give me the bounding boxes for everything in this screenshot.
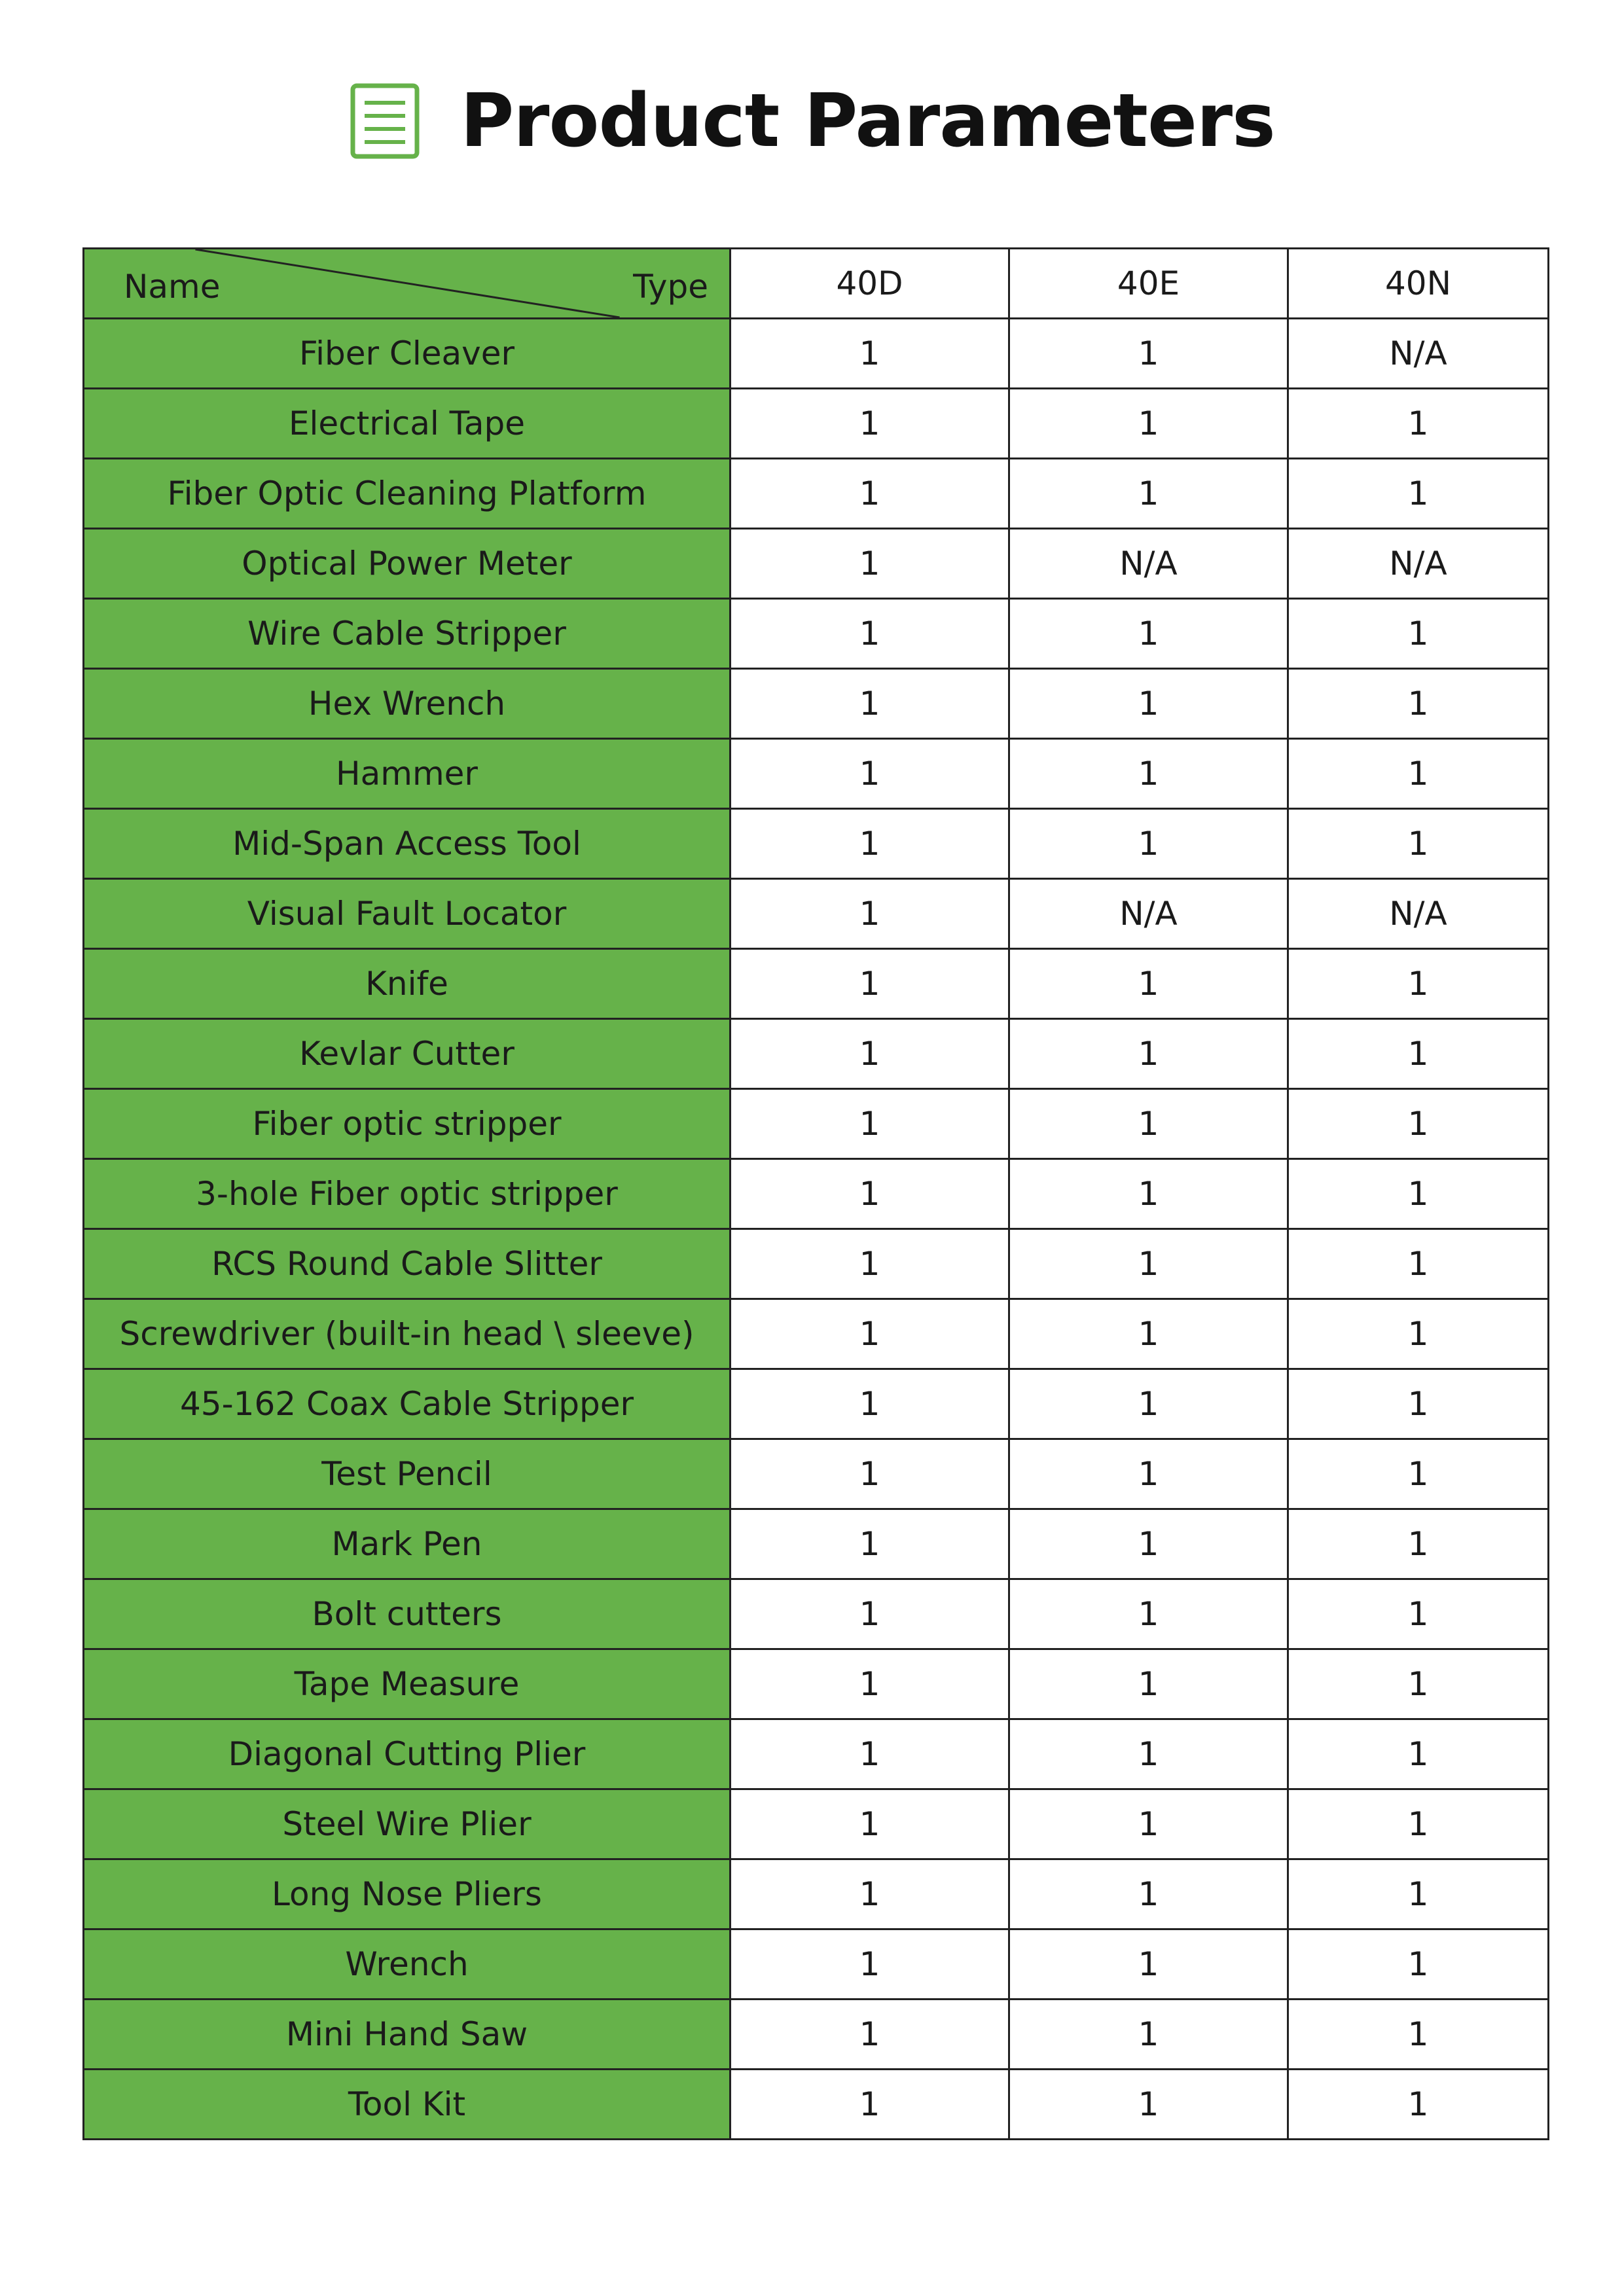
row-value-cell: 1 bbox=[731, 1299, 1009, 1369]
row-value-cell: 1 bbox=[1288, 1159, 1549, 1229]
row-value-cell: 1 bbox=[1009, 809, 1288, 879]
header-row bbox=[84, 249, 1549, 319]
row-value-cell: 1 bbox=[731, 879, 1009, 949]
table-row bbox=[84, 1579, 1549, 1649]
row-value-cell: 1 bbox=[1288, 2000, 1549, 2070]
row-value-cell: 1 bbox=[1288, 1929, 1549, 2000]
row-value-cell: 1 bbox=[1009, 2000, 1288, 2070]
table-row bbox=[84, 1649, 1549, 1719]
row-value-cell: 1 bbox=[731, 2000, 1009, 2070]
table-row bbox=[84, 1719, 1549, 1789]
row-value-cell: 1 bbox=[1009, 1089, 1288, 1159]
table-row bbox=[84, 599, 1549, 669]
row-name-cell: Optical Power Meter bbox=[84, 529, 731, 599]
row-value-cell: 1 bbox=[1288, 1369, 1549, 1439]
row-name-cell: Fiber optic stripper bbox=[84, 1089, 731, 1159]
row-name-cell: Hammer bbox=[84, 739, 731, 809]
column-header-40e: 40E bbox=[1009, 249, 1288, 319]
row-name-cell: Knife bbox=[84, 949, 731, 1019]
row-value-cell: 1 bbox=[1288, 809, 1549, 879]
row-name-cell: Screwdriver (built-in head \ sleeve) bbox=[84, 1299, 731, 1369]
table-row bbox=[84, 1159, 1549, 1229]
row-value-cell: 1 bbox=[731, 1789, 1009, 1859]
row-value-cell: 1 bbox=[731, 1579, 1009, 1649]
row-value-cell: 1 bbox=[1288, 949, 1549, 1019]
row-value-cell: 1 bbox=[1288, 599, 1549, 669]
row-value-cell: 1 bbox=[731, 739, 1009, 809]
row-value-cell: 1 bbox=[1009, 1719, 1288, 1789]
row-value-cell: 1 bbox=[1288, 739, 1549, 809]
row-value-cell: 1 bbox=[1288, 1789, 1549, 1859]
table-row bbox=[84, 2000, 1549, 2070]
row-name-cell: 3-hole Fiber optic stripper bbox=[84, 1159, 731, 1229]
row-value-cell: 1 bbox=[1009, 1789, 1288, 1859]
table-row bbox=[84, 1509, 1549, 1579]
corner-name-label: Name bbox=[124, 268, 221, 306]
row-value-cell: 1 bbox=[731, 809, 1009, 879]
row-value-cell: 1 bbox=[731, 669, 1009, 739]
row-value-cell: 1 bbox=[1288, 389, 1549, 459]
table-row bbox=[84, 1859, 1549, 1929]
row-value-cell: 1 bbox=[1288, 2070, 1549, 2140]
column-header-40n: 40N bbox=[1288, 249, 1549, 319]
row-value-cell: N/A bbox=[1009, 529, 1288, 599]
row-value-cell: 1 bbox=[1288, 1719, 1549, 1789]
table-row bbox=[84, 1789, 1549, 1859]
row-name-cell: Fiber Optic Cleaning Platform bbox=[84, 459, 731, 529]
row-value-cell: 1 bbox=[1009, 1859, 1288, 1929]
table-row bbox=[84, 459, 1549, 529]
row-value-cell: 1 bbox=[731, 1369, 1009, 1439]
table-row bbox=[84, 1439, 1549, 1509]
row-name-cell: Steel Wire Plier bbox=[84, 1789, 731, 1859]
row-value-cell: 1 bbox=[731, 389, 1009, 459]
row-name-cell: Mini Hand Saw bbox=[84, 2000, 731, 2070]
row-value-cell: 1 bbox=[1288, 669, 1549, 739]
row-name-cell: Hex Wrench bbox=[84, 669, 731, 739]
row-value-cell: 1 bbox=[731, 1159, 1009, 1229]
row-name-cell: Visual Fault Locator bbox=[84, 879, 731, 949]
table-row bbox=[84, 1369, 1549, 1439]
row-name-cell: Mark Pen bbox=[84, 1509, 731, 1579]
row-value-cell: 1 bbox=[1009, 1439, 1288, 1509]
row-value-cell: 1 bbox=[1009, 1649, 1288, 1719]
row-name-cell: Wire Cable Stripper bbox=[84, 599, 731, 669]
row-name-cell: Bolt cutters bbox=[84, 1579, 731, 1649]
row-value-cell: 1 bbox=[1009, 1929, 1288, 2000]
table-row bbox=[84, 319, 1549, 389]
table-row bbox=[84, 529, 1549, 599]
row-value-cell: 1 bbox=[1009, 1509, 1288, 1579]
row-value-cell: 1 bbox=[731, 1439, 1009, 1509]
row-value-cell: 1 bbox=[1009, 599, 1288, 669]
row-value-cell: N/A bbox=[1288, 879, 1549, 949]
row-value-cell: 1 bbox=[731, 1929, 1009, 2000]
row-value-cell: 1 bbox=[1009, 949, 1288, 1019]
table-row bbox=[84, 1299, 1549, 1369]
row-name-cell: Electrical Tape bbox=[84, 389, 731, 459]
row-name-cell: Wrench bbox=[84, 1929, 731, 2000]
corner-header-cell bbox=[84, 249, 731, 319]
table-row bbox=[84, 1089, 1549, 1159]
table-row bbox=[84, 739, 1549, 809]
row-name-cell: Diagonal Cutting Plier bbox=[84, 1719, 731, 1789]
row-value-cell: 1 bbox=[1288, 1859, 1549, 1929]
row-value-cell: 1 bbox=[1009, 1019, 1288, 1089]
row-value-cell: 1 bbox=[1009, 389, 1288, 459]
row-value-cell: 1 bbox=[1009, 2070, 1288, 2140]
table-row bbox=[84, 1229, 1549, 1299]
row-value-cell: 1 bbox=[731, 1719, 1009, 1789]
row-name-cell: RCS Round Cable Slitter bbox=[84, 1229, 731, 1299]
row-value-cell: 1 bbox=[731, 1019, 1009, 1089]
table-row bbox=[84, 879, 1549, 949]
page-title: Product Parameters bbox=[460, 79, 1275, 164]
row-value-cell: 1 bbox=[731, 1859, 1009, 1929]
table-row bbox=[84, 669, 1549, 739]
row-value-cell: 1 bbox=[1009, 1579, 1288, 1649]
parameters-table bbox=[82, 247, 1549, 2140]
row-name-cell: 45-162 Coax Cable Stripper bbox=[84, 1369, 731, 1439]
row-value-cell: 1 bbox=[1009, 669, 1288, 739]
row-value-cell: 1 bbox=[1288, 1089, 1549, 1159]
table-row bbox=[84, 949, 1549, 1019]
document-list-icon bbox=[349, 82, 421, 160]
row-value-cell: 1 bbox=[1288, 1509, 1549, 1579]
row-name-cell: Tool Kit bbox=[84, 2070, 731, 2140]
corner-type-label: Type bbox=[633, 268, 708, 306]
row-value-cell: 1 bbox=[1009, 1369, 1288, 1439]
row-value-cell: 1 bbox=[1009, 1229, 1288, 1299]
row-value-cell: 1 bbox=[731, 1229, 1009, 1299]
row-value-cell: 1 bbox=[731, 2070, 1009, 2140]
row-value-cell: 1 bbox=[1009, 459, 1288, 529]
row-name-cell: Test Pencil bbox=[84, 1439, 731, 1509]
row-name-cell: Mid-Span Access Tool bbox=[84, 809, 731, 879]
column-header-40d: 40D bbox=[731, 249, 1009, 319]
table-row bbox=[84, 389, 1549, 459]
row-value-cell: 1 bbox=[731, 599, 1009, 669]
row-value-cell: 1 bbox=[1009, 319, 1288, 389]
row-value-cell: 1 bbox=[731, 529, 1009, 599]
row-name-cell: Fiber Cleaver bbox=[84, 319, 731, 389]
row-value-cell: 1 bbox=[731, 319, 1009, 389]
row-value-cell: 1 bbox=[1009, 739, 1288, 809]
row-value-cell: N/A bbox=[1009, 879, 1288, 949]
row-value-cell: N/A bbox=[1288, 529, 1549, 599]
table-row bbox=[84, 1019, 1549, 1089]
table-row bbox=[84, 1929, 1549, 2000]
row-value-cell: 1 bbox=[1288, 1299, 1549, 1369]
row-value-cell: 1 bbox=[731, 1089, 1009, 1159]
row-value-cell: 1 bbox=[1009, 1159, 1288, 1229]
row-name-cell: Tape Measure bbox=[84, 1649, 731, 1719]
row-value-cell: 1 bbox=[1288, 1579, 1549, 1649]
row-value-cell: 1 bbox=[1288, 459, 1549, 529]
row-name-cell: Kevlar Cutter bbox=[84, 1019, 731, 1089]
row-name-cell: Long Nose Pliers bbox=[84, 1859, 731, 1929]
row-value-cell: 1 bbox=[731, 459, 1009, 529]
row-value-cell: N/A bbox=[1288, 319, 1549, 389]
row-value-cell: 1 bbox=[1288, 1019, 1549, 1089]
row-value-cell: 1 bbox=[731, 1509, 1009, 1579]
row-value-cell: 1 bbox=[731, 949, 1009, 1019]
row-value-cell: 1 bbox=[731, 1649, 1009, 1719]
row-value-cell: 1 bbox=[1009, 1299, 1288, 1369]
row-value-cell: 1 bbox=[1288, 1439, 1549, 1509]
row-value-cell: 1 bbox=[1288, 1229, 1549, 1299]
page-header bbox=[0, 79, 1624, 164]
table-row bbox=[84, 2070, 1549, 2140]
row-value-cell: 1 bbox=[1288, 1649, 1549, 1719]
table-row bbox=[84, 809, 1549, 879]
